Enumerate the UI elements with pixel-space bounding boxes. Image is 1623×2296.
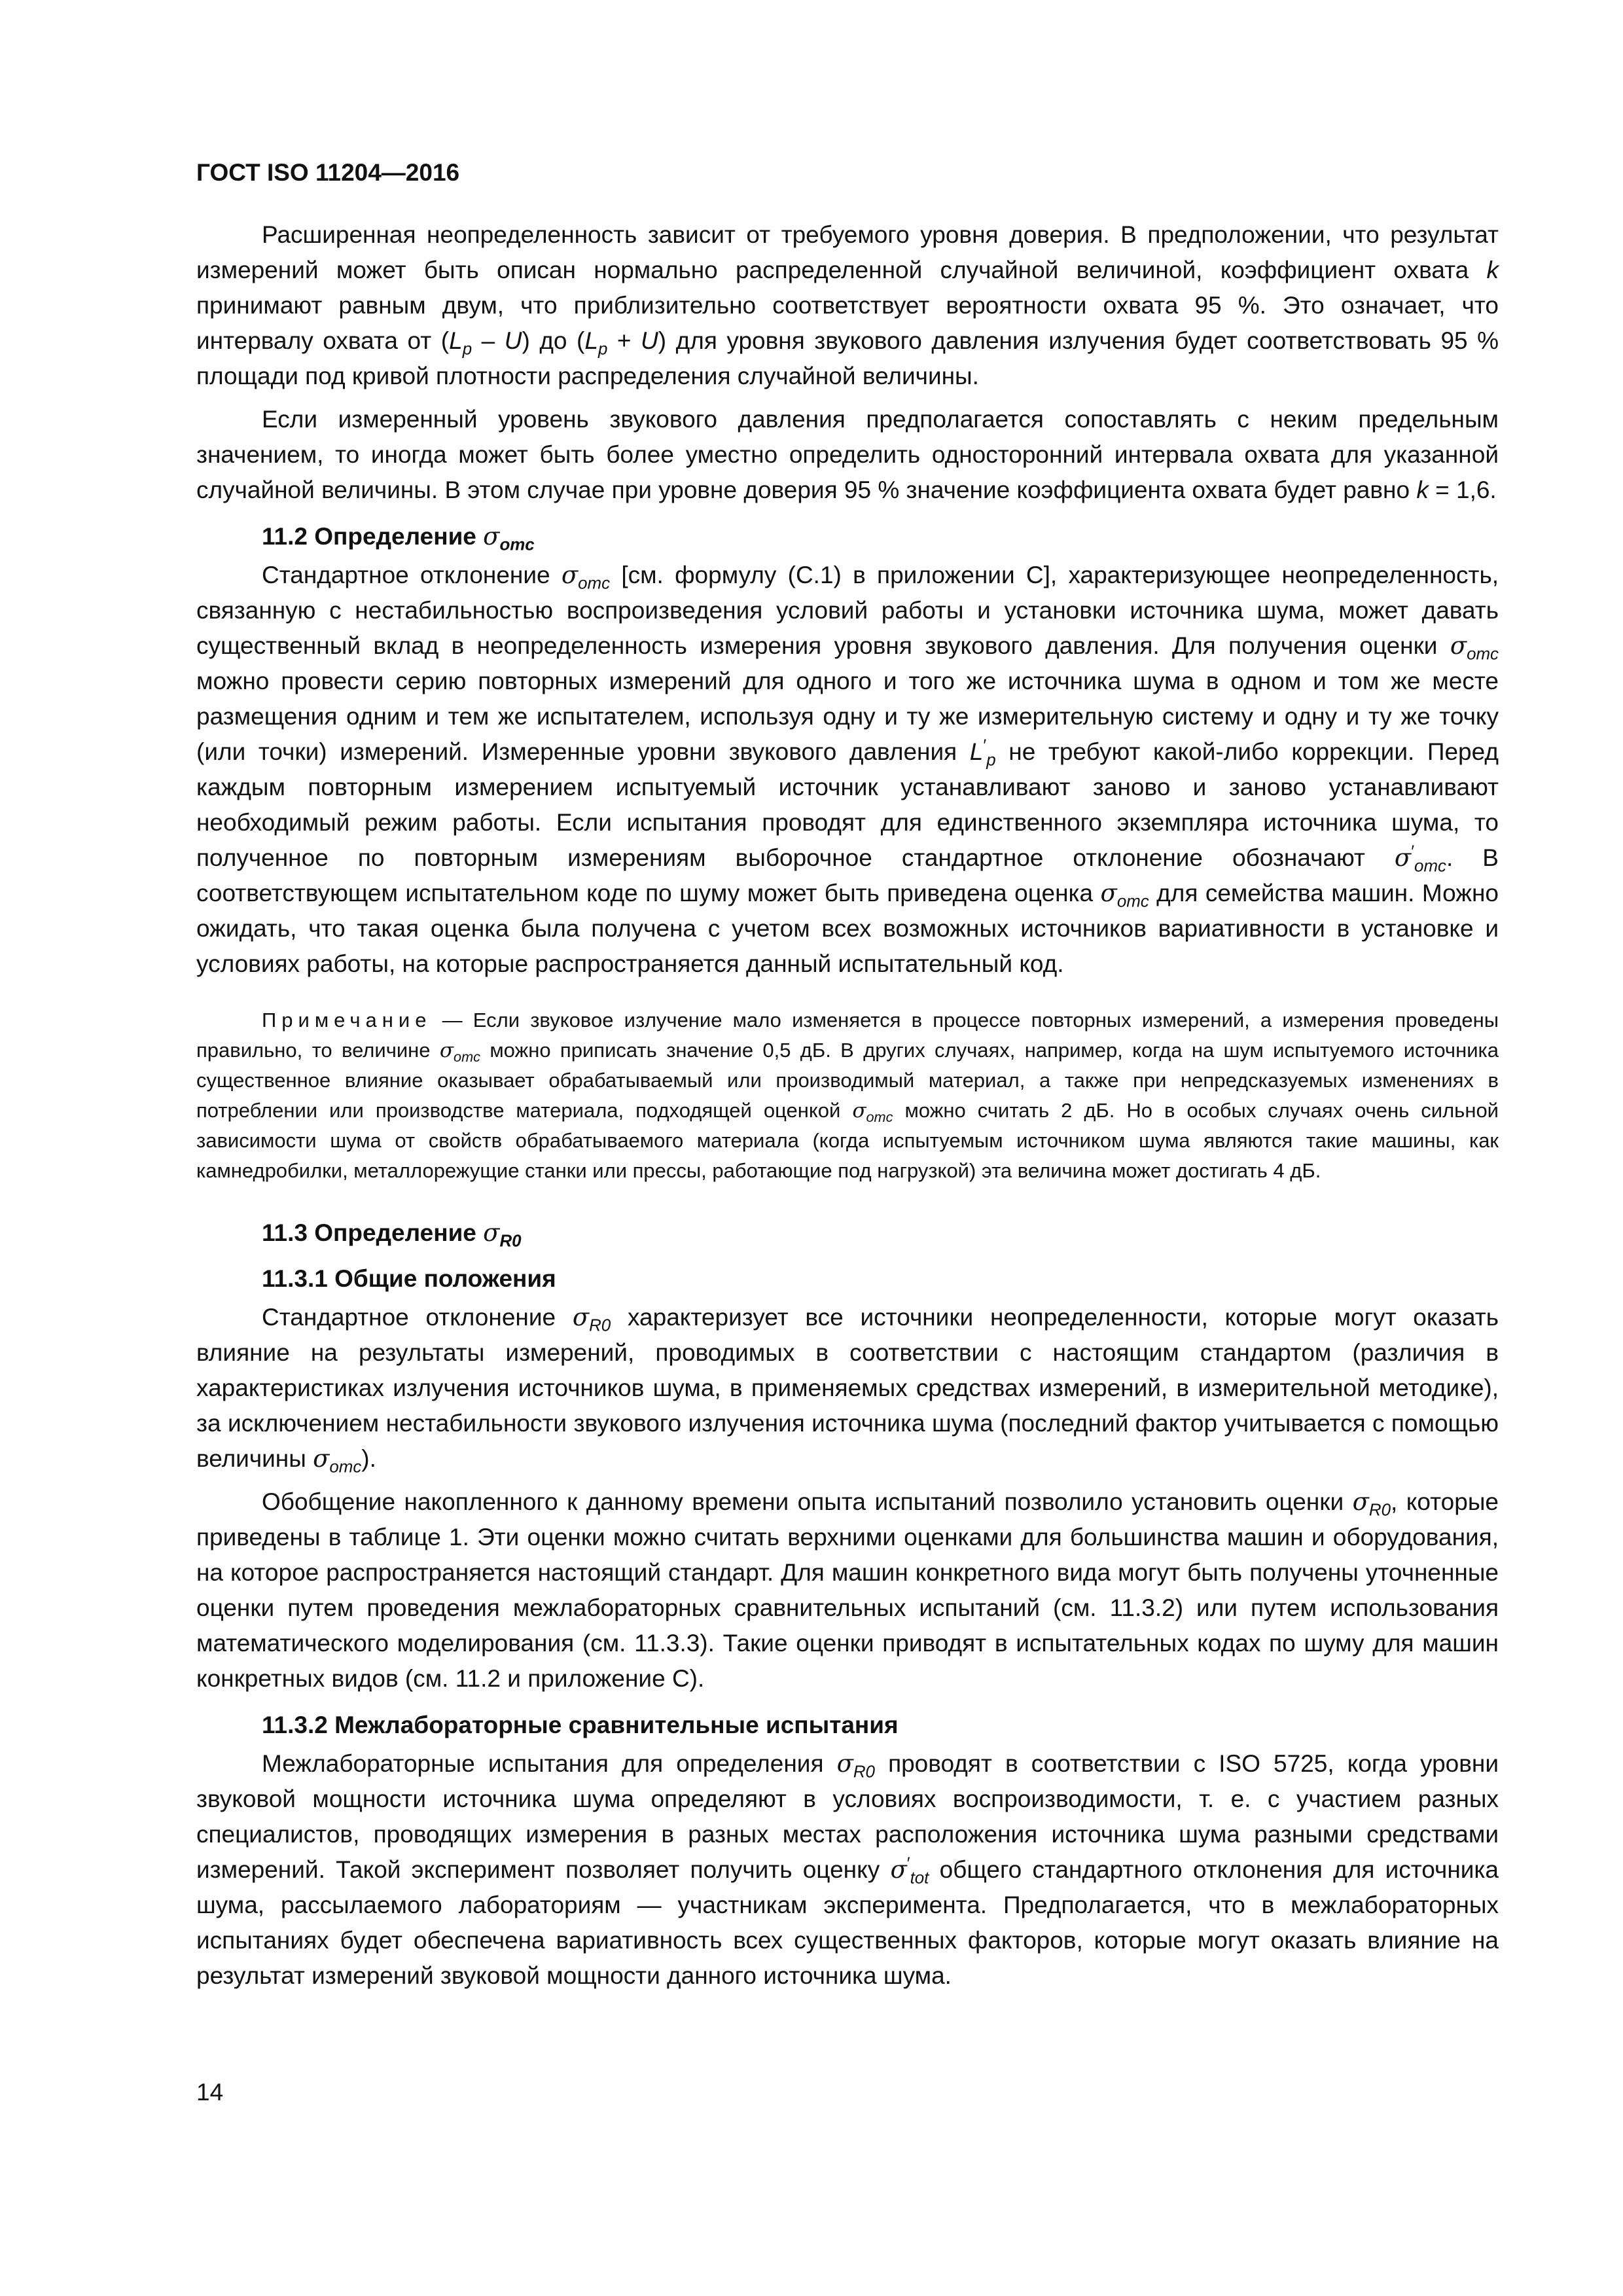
paragraph-sigma-omc: Стандартное отклонение $\sigma_{omc}$ [см. формулу (C.1) в приложении C], характеризующее неопределенность, связанную с нестабильностью воспроизведения условий работы и установки источника шума, может давать существенный вклад в неопределенность измерения уровня звукового давления. Для получения оценки $\sigma_{omc}$ можно провести серию повторных измерений для одного и того же источника шума в одном и том же месте размещения одним и тем же испытателем, используя одну и ту же измерительную систему и одну и ту же точку (или точки) измерений. Измеренные уровни звукового давления $L'_p$ не требуют какой-либо коррекции. Перед каждым повторным измерением испытуемый источник устанавливают заново и заново устанавливают необходимый режим работы. Если испытания проводят для единственного экземпляра источника шума, то полученное по повторным измерениям выборочное стандартное отклонение обозначают $\sigma'_{omc}$. В соответствующем испытательном коде по шуму может быть приведена оценка $\sigma_{omc}$ для семейства машин. Можно ожидать, что такая оценка была получена с учетом всех возможных источников вариативности в установке и условиях работы, на которые распространяется данный испытательный код. [196,561,1499,977]
note-label: Примечание [262,1009,432,1031]
symbol-L: L [449,327,463,354]
section-heading-11-2: 11.2 Определение $\sigma_{omc}$ [262,522,535,554]
section-heading-11-3-2: 11.3.2 Межлабораторные сравнительные испытания [262,1712,899,1738]
symbol-k: k [1486,257,1499,283]
document-header: ГОСТ ISO 11204—2016 [196,159,460,186]
symbol-U: U [504,327,522,354]
document-page [196,157,1499,1994]
section-heading-11-3-1: 11.3.1 Общие положения [262,1265,556,1292]
paragraph-estimates: Обобщение накопленного к данному времени опыта испытаний позволило установить оценки $\sigma_{R0}$, которые приведены в таблице 1. Эти оценки можно считать верхними оценками для большинства машин и оборудования, на которое распространяется настоящий стандарт. Для машин конкретного вида могут быть получены уточненные оценки путем проведения межлабораторных сравнительных испытаний (см. 11.3.2) или путем использования математического моделирования (см. 11.3.3). Такие оценки приводят в испытательных кодах по шуму для машин конкретных видов (см. 11.2 и приложение C). [196,1488,1499,1692]
note-paragraph: Примечание — Если звуковое излучение мало изменяется в процессе повторных измерений, а измерения проведены правильно, то величине $\sigma_{omc}$ можно приписать значение 0,5 дБ. В других случаях, например, когда на шум испытуемого источника существенное влияние оказывает обрабатываемый или производимый материал, а также при непредсказуемых изменениях в потреблении или производстве материала, подходящей оценкой $\sigma_{omc}$ можно считать 2 дБ. Но в особых случаях очень сильной зависимости шума от свойств обрабатываемого материала (когда испытуемым источником шума являются такие машины, как камнедробилки, металлорежущие станки или прессы, работающие под нагрузкой) эта величина может достигать 4 дБ. [196,1009,1499,1182]
paragraph-one-sided-interval: Если измеренный уровень звукового давления предполагается сопоставлять с неким предельным значением, то иногда может быть более уместно определить односторонний интервала охвата для указанной случайной величины. В этом случае при уровне доверия 95 % значение коэффициента охвата будет равно k = 1,6. [196,406,1499,503]
paragraph-interlab: Межлабораторные испытания для определения $\sigma_{R0}$ проводят в соответствии с ISO 5725, когда уровни звуковой мощности источника шума определяют в условиях воспроизводимости, т. е. с участием разных специалистов, проводящих измерения в разных местах расположения источника шума разными средствами измерений. Такой эксперимент позволяет получить оценку $\sigma'_{tot}$ общего стандартного отклонения для источника шума, рассылаемого лабораториям — участникам эксперимента. Предполагается, что в межлабораторных испытаниях будет обеспечена вариативность всех существенных факторов, которые могут оказать влияние на результат измерений звуковой мощности данного источника шума. [196,1749,1499,1989]
section-heading-11-3: 11.3 Определение $\sigma_{R0}$ [262,1219,522,1251]
paragraph-sigma-r0: Стандартное отклонение $\sigma_{R0}$ характеризует все источники неопределенности, которые могут оказать влияние на результаты измерений, проводимых в соответствии с настоящим стандартом (различия в характеристиках излучения источников шума, в применяемых средствах измерений, в измерительной методике), за исключением нестабильности звукового излучения источника шума (последний фактор учитывается с помощью величины $\sigma_{omc}$). [196,1303,1499,1477]
page-number: 14 [196,2079,224,2106]
paragraph-expanded-uncertainty: Расширенная неопределенность зависит от требуемого уровня доверия. В предположении, что результат измерений может быть описан нормально распределенной случайной величиной, коэффициент охвата k принимают равным двум, что приблизительно соответствует вероятности охвата 95 %. Это означает, что интервалу охвата от $(L_p - U)$ до $(L_p + U)$ для уровня звукового давления излучения будет соответствовать 95 % площади под кривой плотности распределения случайной величины. [196,221,1499,389]
